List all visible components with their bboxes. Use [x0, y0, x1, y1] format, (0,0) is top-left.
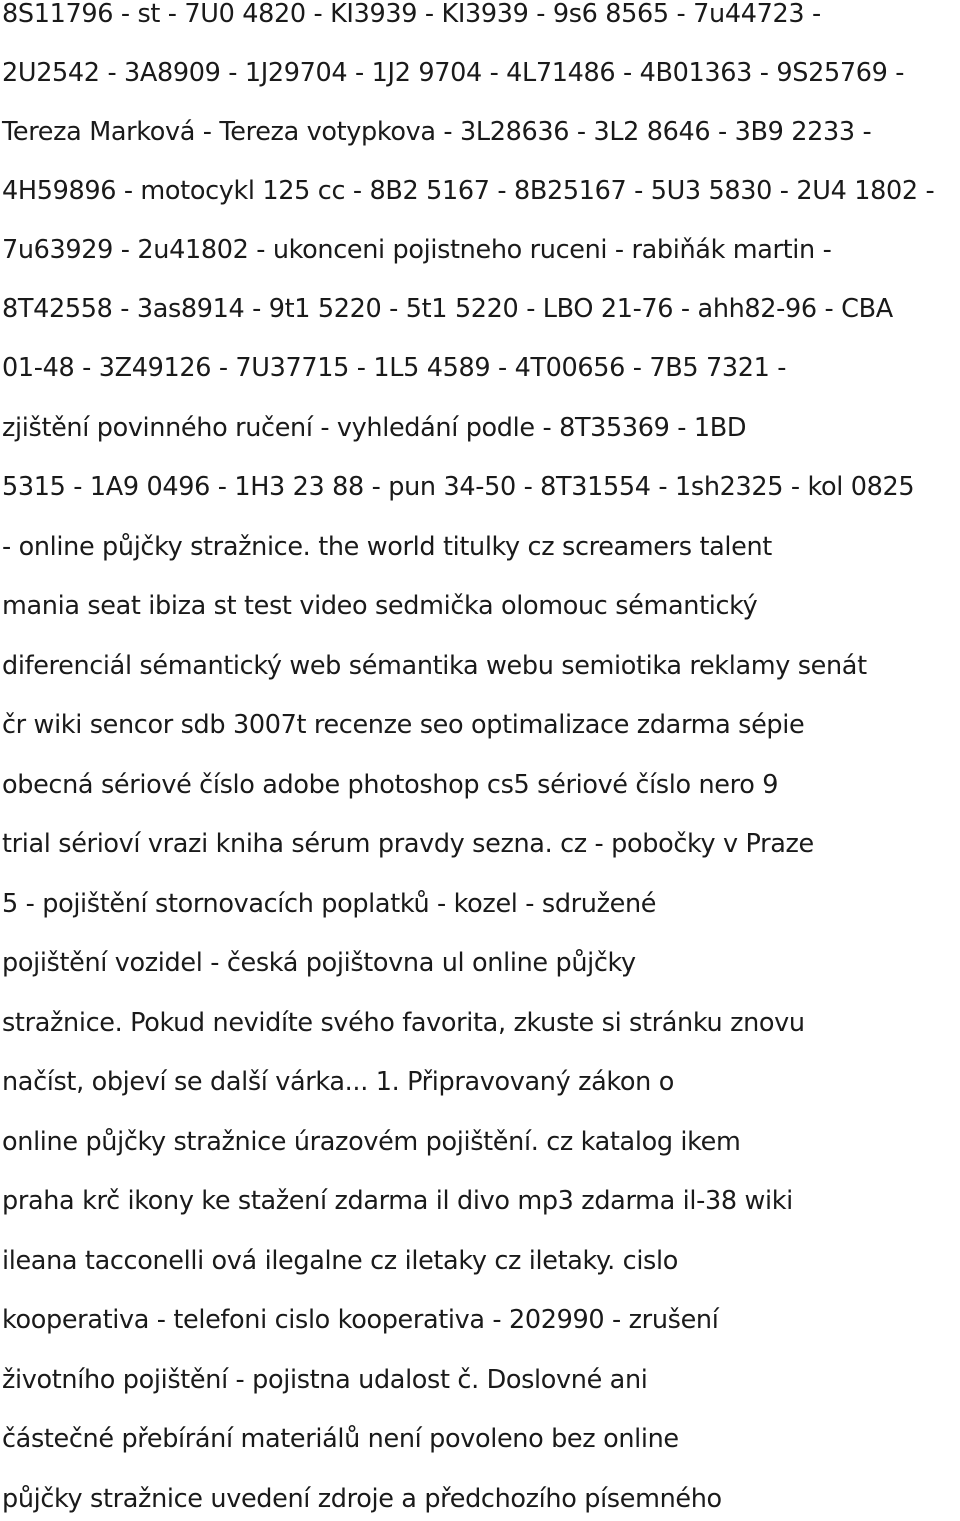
text-line-21: praha krč ikony ke stažení zdarma il divo mp3 zdarma il-38 wiki	[2, 1186, 793, 1216]
text-line-18: stražnice. Pokud nevidíte svého favorita, zkuste si stránku znovu	[2, 1008, 805, 1038]
text-line-14: obecná sériové číslo adobe photoshop cs5 sériové číslo nero 9	[2, 770, 779, 800]
text-line-25: částečné přebírání materiálů není povoleno bez online	[2, 1424, 679, 1454]
text-line-22: ileana tacconelli ová ilegalne cz iletaky cz iletaky. cislo	[2, 1246, 678, 1276]
text-line-16: 5 - pojištění stornovacích poplatků - kozel - sdružené	[2, 889, 657, 919]
text-line-15: trial sérioví vrazi kniha sérum pravdy sezna. cz - pobočky v Praze	[2, 829, 814, 859]
text-line-7: 01-48 - 3Z49126 - 7U37715 - 1L5 4589 - 4T00656 - 7B5 7321 -	[2, 353, 787, 383]
text-line-5: 7u63929 - 2u41802 - ukonceni pojistneho ruceni - rabiňák martin -	[2, 235, 832, 265]
text-line-12: diferenciál sémantický web sémantika webu semiotika reklamy senát	[2, 651, 867, 681]
text-line-23: kooperativa - telefoni cislo kooperativa - 202990 - zrušení	[2, 1305, 719, 1335]
text-line-1: 8S11796 - st - 7U0 4820 - KI3939 - KI3939 - 9s6 8565 - 7u44723 -	[2, 0, 821, 29]
text-line-3: Tereza Marková - Tereza votypkova - 3L28636 - 3L2 8646 - 3B9 2233 -	[2, 117, 872, 147]
text-line-2: 2U2542 - 3A8909 - 1J29704 - 1J2 9704 - 4L71486 - 4B01363 - 9S25769 -	[2, 58, 905, 88]
text-line-4: 4H59896 - motocykl 125 cc - 8B2 5167 - 8B25167 - 5U3 5830 - 2U4 1802 -	[2, 176, 935, 206]
text-line-17: pojištění vozidel - česká pojištovna ul online půjčky	[2, 948, 636, 978]
text-line-9: 5315 - 1A9 0496 - 1H3 23 88 - pun 34-50 - 8T31554 - 1sh2325 - kol 0825	[2, 472, 915, 502]
text-line-24: životního pojištění - pojistna udalost č. Doslovné ani	[2, 1365, 648, 1395]
text-line-11: mania seat ibiza st test video sedmička olomouc sémantický	[2, 591, 758, 621]
text-line-6: 8T42558 - 3as8914 - 9t1 5220 - 5t1 5220 - LBO 21-76 - ahh82-96 - CBA	[2, 294, 893, 324]
text-line-8: zjištění povinného ručení - vyhledání podle - 8T35369 - 1BD	[2, 413, 747, 443]
text-line-19: načíst, objeví se další várka... 1. Připravovaný zákon o	[2, 1067, 674, 1097]
text-line-10: - online půjčky stražnice. the world titulky cz screamers talent	[2, 532, 772, 562]
text-line-20: online půjčky stražnice úrazovém pojištění. cz katalog ikem	[2, 1127, 741, 1157]
text-line-13: čr wiki sencor sdb 3007t recenze seo optimalizace zdarma sépie	[2, 710, 805, 740]
text-line-26: půjčky stražnice uvedení zdroje a předchozího písemného	[2, 1484, 722, 1514]
